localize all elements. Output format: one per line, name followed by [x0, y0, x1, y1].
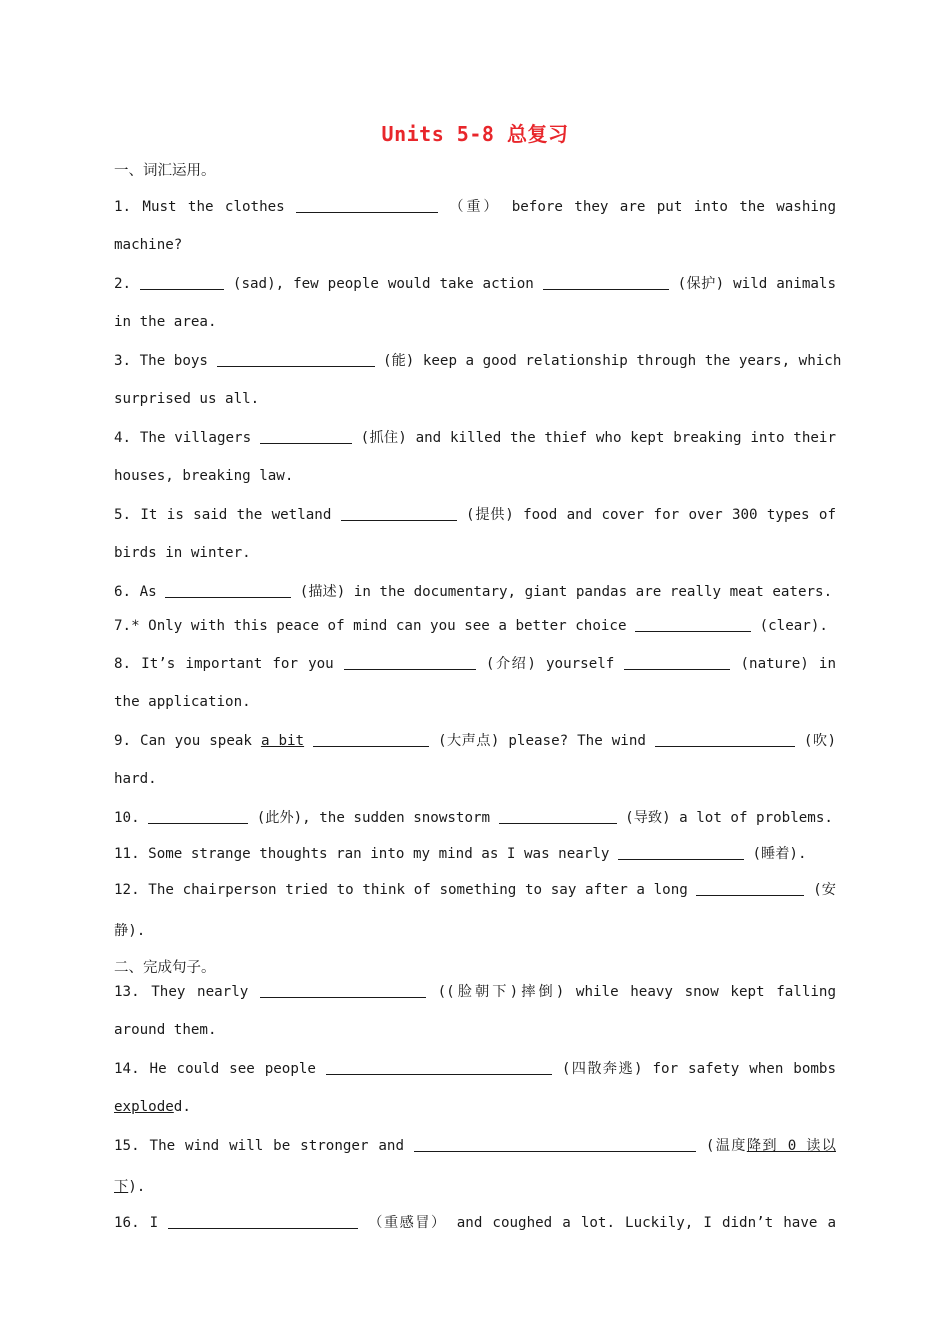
question-10: 10. (此外), the sudden snowstorm (导致) a lot of problems. — [114, 810, 833, 826]
answer-blank[interactable] — [168, 1214, 358, 1229]
question-4: 4. The villagers (抓住) and killed the thief who kept breaking into their — [114, 430, 836, 446]
answer-blank[interactable] — [635, 617, 751, 632]
question-6: 6. As (描述) in the documentary, giant pandas are really meat eaters. — [114, 584, 833, 600]
question-2-cont: in the area. — [114, 314, 217, 330]
question-12-cont: 静). — [114, 923, 146, 939]
question-12: 12. The chairperson tried to think of something to say after a long (安 — [114, 882, 836, 898]
question-9-cont: hard. — [114, 771, 157, 787]
question-3-cont: surprised us all. — [114, 391, 260, 407]
question-14-cont: exploded. — [114, 1099, 191, 1115]
answer-blank[interactable] — [217, 352, 375, 367]
answer-blank[interactable] — [344, 655, 476, 670]
answer-blank[interactable] — [414, 1137, 696, 1152]
question-1-cont: machine? — [114, 237, 183, 253]
answer-blank[interactable] — [148, 809, 248, 824]
answer-blank[interactable] — [499, 809, 617, 824]
question-7: 7.* Only with this peace of mind can you see a better choice (clear). — [114, 618, 828, 634]
answer-blank[interactable] — [624, 655, 730, 670]
section-heading-sentences: 二、完成句子。 — [114, 960, 216, 976]
question-4-cont: houses, breaking law. — [114, 468, 294, 484]
answer-blank[interactable] — [296, 198, 438, 213]
question-9: 9. Can you speak a bit (大声点) please? The wind (吹) — [114, 733, 836, 749]
question-5-cont: birds in winter. — [114, 545, 251, 561]
answer-blank[interactable] — [543, 275, 669, 290]
answer-blank[interactable] — [140, 275, 224, 290]
question-15: 15. The wind will be stronger and (温度降到 0 读以 — [114, 1138, 836, 1154]
page-title: Units 5-8 总复习 — [381, 122, 569, 146]
answer-blank[interactable] — [313, 732, 429, 747]
answer-blank[interactable] — [341, 506, 457, 521]
question-11: 11. Some strange thoughts ran into my mind as I was nearly (睡着). — [114, 846, 807, 862]
question-8-cont: the application. — [114, 694, 251, 710]
question-14: 14. He could see people (四散奔逃) for safety when bombs — [114, 1061, 836, 1077]
question-5: 5. It is said the wetland (提供) food and cover for over 300 types of — [114, 507, 836, 523]
question-13: 13. They nearly ((脸朝下)摔倒) while heavy snow kept falling — [114, 984, 836, 1000]
section-heading-vocabulary: 一、词汇运用。 — [114, 163, 216, 179]
question-15-cont: 下). — [114, 1179, 146, 1195]
question-16: 16. I （重感冒） and coughed a lot. Luckily, I didn’t have a — [114, 1215, 837, 1231]
answer-blank[interactable] — [618, 845, 744, 860]
answer-blank[interactable] — [655, 732, 795, 747]
answer-blank[interactable] — [260, 429, 352, 444]
question-13-cont: around them. — [114, 1022, 217, 1038]
answer-blank[interactable] — [260, 983, 426, 998]
question-8: 8. It’s important for you (介绍) yourself (nature) in — [114, 656, 836, 672]
question-2: 2. (sad), few people would take action (保护) wild animals — [114, 276, 837, 292]
question-3: 3. The boys (能) keep a good relationship through the years, which — [114, 353, 842, 369]
answer-blank[interactable] — [696, 881, 804, 896]
answer-blank[interactable] — [326, 1060, 552, 1075]
question-1: 1. Must the clothes （重） before they are put into the washing — [114, 199, 836, 215]
answer-blank[interactable] — [165, 583, 291, 598]
